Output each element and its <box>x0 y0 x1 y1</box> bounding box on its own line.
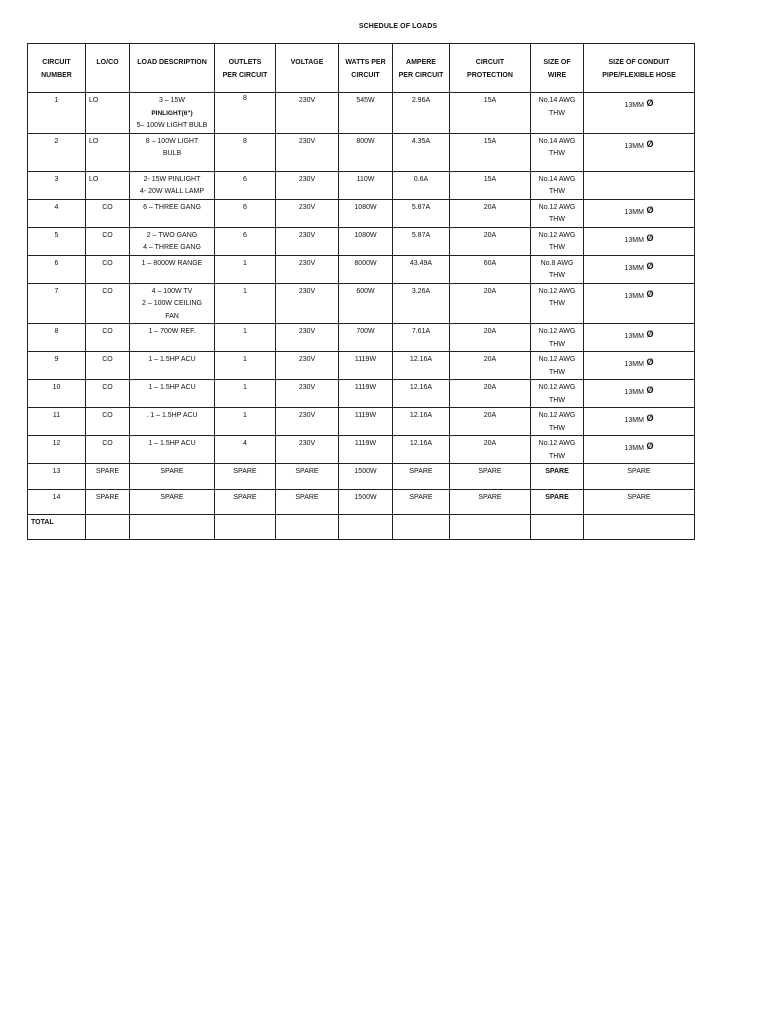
load-description <box>130 490 215 515</box>
size-of-wire-line: THW <box>549 396 565 404</box>
watts-per-circuit: 8000W <box>339 255 393 283</box>
circuit-protection: 20A <box>450 324 531 352</box>
size-of-wire-line: THW <box>549 272 565 279</box>
load-description <box>130 93 215 134</box>
watts-per-circuit: 1500W <box>339 464 393 490</box>
circuit-number: 13 <box>28 464 86 490</box>
table-row <box>28 436 695 464</box>
lo-co: SPARE <box>86 464 130 490</box>
size-of-conduit <box>584 283 695 324</box>
watts-per-circuit: 1119W <box>339 380 393 408</box>
size-of-conduit <box>584 436 695 464</box>
load-description <box>130 199 215 227</box>
load-description-line: PINLIGHT(6") <box>151 109 193 117</box>
size-of-conduit <box>584 464 695 490</box>
outlets-per-circuit: 1 <box>215 380 276 408</box>
total-cell <box>86 515 130 540</box>
watts-per-circuit: 1119W <box>339 352 393 380</box>
diameter-icon: Ø <box>643 357 654 367</box>
outlets-per-circuit: 8 <box>215 133 276 171</box>
header-circuit-protection <box>450 44 531 93</box>
circuit-protection: 15A <box>450 133 531 171</box>
diameter-icon: Ø <box>643 232 654 243</box>
lo-co: CO <box>86 227 130 255</box>
load-description <box>130 380 215 408</box>
conduit-size: 13MM <box>624 292 644 300</box>
size-of-wire <box>531 93 584 134</box>
ampere-per-circuit: 43.49A <box>393 255 450 283</box>
circuit-protection: 20A <box>450 380 531 408</box>
size-of-wire-line: No.14 AWG <box>538 137 576 145</box>
size-of-wire-line: THW <box>549 424 565 432</box>
table-row <box>28 199 695 227</box>
outlets-per-circuit: 6 <box>215 199 276 227</box>
header-line: OUTLETS <box>228 59 262 66</box>
circuit-number: 12 <box>28 436 86 464</box>
table-row <box>28 227 695 255</box>
diameter-icon: Ø <box>643 385 654 395</box>
load-description <box>130 255 215 283</box>
size-of-wire-line: THW <box>549 300 565 307</box>
size-of-conduit <box>584 171 695 199</box>
ampere-per-circuit: 4.35A <box>393 133 450 171</box>
schedule-of-loads-table <box>27 43 695 540</box>
size-of-wire-line: N0.12 AWG <box>538 384 576 391</box>
voltage: 230V <box>276 408 339 436</box>
conduit-size: 13MM <box>624 102 644 109</box>
ampere-per-circuit: 2.96A <box>393 93 450 134</box>
load-description-line: 1 – 1.5HP ACU <box>148 356 196 363</box>
watts-per-circuit: 1080W <box>339 227 393 255</box>
circuit-number: 8 <box>28 324 86 352</box>
size-of-wire <box>531 283 584 324</box>
header-line: WIRE <box>547 71 567 79</box>
size-of-wire-line: THW <box>549 340 565 348</box>
circuit-number: 1 <box>28 93 86 134</box>
size-of-wire <box>531 436 584 464</box>
total-cell <box>276 515 339 540</box>
ampere-per-circuit: 3.26A <box>393 283 450 324</box>
outlets-per-circuit: 1 <box>215 283 276 324</box>
outlets-per-circuit: 1 <box>215 255 276 283</box>
size-of-wire <box>531 199 584 227</box>
circuit-number: 7 <box>28 283 86 324</box>
load-description-line: 8 – 100W LIGHT <box>145 137 199 145</box>
size-of-conduit <box>584 255 695 283</box>
table-row <box>28 133 695 171</box>
load-description <box>130 408 215 436</box>
table-row <box>28 171 695 199</box>
load-description-line: 1 – 8000W RANGE <box>141 259 203 267</box>
load-description-line: 1 – 1.5HP ACU <box>148 384 196 391</box>
ampere-per-circuit: 7.61A <box>393 324 450 352</box>
size-of-wire <box>531 255 584 283</box>
table-row <box>28 255 695 283</box>
ampere-per-circuit: 0.6A <box>393 171 450 199</box>
circuit-protection: 60A <box>450 255 531 283</box>
circuit-protection: 20A <box>450 199 531 227</box>
voltage: SPARE <box>276 490 339 515</box>
watts-per-circuit: 1500W <box>339 490 393 515</box>
load-description-line: SPARE <box>160 468 184 475</box>
voltage: 230V <box>276 199 339 227</box>
size-of-wire <box>531 408 584 436</box>
voltage: 230V <box>276 436 339 464</box>
circuit-protection: SPARE <box>450 464 531 490</box>
lo-co: CO <box>86 352 130 380</box>
outlets-per-circuit: 1 <box>215 352 276 380</box>
load-description-line: 2- 15W PINLIGHT <box>143 175 201 183</box>
size-of-wire-line: THW <box>549 368 565 376</box>
voltage: 230V <box>276 324 339 352</box>
total-cell <box>215 515 276 540</box>
load-description-line: 6 – THREE GANG <box>143 203 201 211</box>
size-of-wire-line: THW <box>549 216 565 223</box>
conduit-size: SPARE <box>627 468 651 475</box>
circuit-number: 11 <box>28 408 86 436</box>
load-description-line: SPARE <box>160 494 184 501</box>
size-of-wire <box>531 227 584 255</box>
watts-per-circuit: 600W <box>339 283 393 324</box>
conduit-size: 13MM <box>624 264 644 272</box>
size-of-conduit <box>584 227 695 255</box>
voltage: 230V <box>276 171 339 199</box>
load-description-line: 4 – THREE GANG <box>143 244 201 251</box>
size-of-wire-line: No.12 AWG <box>538 203 576 211</box>
circuit-number: 14 <box>28 490 86 515</box>
size-of-wire-line: No.14 AWG <box>538 175 576 183</box>
header-row <box>28 44 695 93</box>
outlets-per-circuit: 6 <box>215 227 276 255</box>
conduit-size: 13MM <box>624 361 644 368</box>
header-line: WATTS PER <box>345 59 386 66</box>
size-of-wire-line: No.12 AWG <box>538 440 576 447</box>
size-of-conduit <box>584 93 695 134</box>
size-of-conduit <box>584 133 695 171</box>
load-description <box>130 227 215 255</box>
header-line: LO/CO <box>96 59 119 66</box>
size-of-wire-line: THW <box>549 150 565 157</box>
conduit-size: 13MM <box>624 417 644 424</box>
load-description-line: 3 – 15W <box>158 97 186 104</box>
conduit-size: SPARE <box>627 494 651 501</box>
voltage: 230V <box>276 380 339 408</box>
circuit-protection: SPARE <box>450 490 531 515</box>
document-title: SCHEDULE OF LOADS <box>358 23 438 30</box>
total-cell <box>531 515 584 540</box>
outlets-per-circuit: SPARE <box>215 490 276 515</box>
header-line: PIPE/FLEXIBLE HOSE <box>602 71 676 79</box>
ampere-per-circuit: 12.16A <box>393 380 450 408</box>
circuit-protection: 20A <box>450 283 531 324</box>
diameter-icon: Ø <box>643 138 654 149</box>
lo-co: CO <box>86 380 130 408</box>
circuit-number: 3 <box>28 171 86 199</box>
diameter-icon: Ø <box>643 260 654 271</box>
voltage: 230V <box>276 283 339 324</box>
size-of-wire <box>531 352 584 380</box>
watts-per-circuit: 1119W <box>339 408 393 436</box>
load-description-line: 2 – TWO GANG <box>146 231 198 239</box>
outlets-per-circuit: 1 <box>215 324 276 352</box>
watts-per-circuit: 700W <box>339 324 393 352</box>
table-row <box>28 283 695 324</box>
load-description-line: 4- 20W WALL LAMP <box>139 188 205 195</box>
voltage: SPARE <box>276 464 339 490</box>
table-row <box>28 352 695 380</box>
header-line: PER CIRCUIT <box>398 71 444 79</box>
conduit-size: 13MM <box>624 333 644 340</box>
ampere-per-circuit: 5.87A <box>393 227 450 255</box>
load-description <box>130 352 215 380</box>
header-line: CIRCUIT <box>475 59 505 66</box>
size-of-wire-line: THW <box>549 452 565 460</box>
header-line: VOLTAGE <box>290 59 324 66</box>
size-of-wire <box>531 171 584 199</box>
ampere-per-circuit: 5.87A <box>393 199 450 227</box>
diameter-icon: Ø <box>643 98 654 108</box>
conduit-size: 13MM <box>624 142 644 150</box>
load-description <box>130 464 215 490</box>
circuit-protection: 15A <box>450 171 531 199</box>
load-description <box>130 283 215 324</box>
load-description <box>130 171 215 199</box>
circuit-number: 10 <box>28 380 86 408</box>
size-of-wire-line: THW <box>549 188 565 195</box>
diameter-icon: Ø <box>643 288 654 299</box>
header-line: AMPERE <box>406 59 436 66</box>
table-body <box>28 93 695 540</box>
circuit-protection: 15A <box>450 93 531 134</box>
outlets-per-circuit: 6 <box>215 171 276 199</box>
size-of-wire-line: THW <box>549 244 565 251</box>
total-cell <box>584 515 695 540</box>
voltage: 230V <box>276 255 339 283</box>
conduit-size: 13MM <box>624 236 644 244</box>
size-of-wire-line: SPARE <box>545 494 569 501</box>
size-of-wire <box>531 324 584 352</box>
conduit-size: 13MM <box>624 389 644 396</box>
ampere-per-circuit: SPARE <box>393 464 450 490</box>
watts-per-circuit: 800W <box>339 133 393 171</box>
load-description-line: FAN <box>165 312 179 320</box>
header-line: PER CIRCUIT <box>222 71 268 79</box>
size-of-conduit <box>584 352 695 380</box>
circuit-number: 6 <box>28 255 86 283</box>
load-description-line: 5– 100W LIGHT BULB <box>136 122 208 129</box>
header-circuit-number <box>28 44 86 93</box>
ampere-per-circuit: 12.16A <box>393 408 450 436</box>
size-of-wire <box>531 490 584 515</box>
header-line: LOAD DESCRIPTION <box>137 59 207 66</box>
size-of-wire-line: No.12 AWG <box>538 328 576 335</box>
size-of-wire-line: No.12 AWG <box>538 231 576 239</box>
circuit-protection: 20A <box>450 352 531 380</box>
total-cell <box>130 515 215 540</box>
header-line: NUMBER <box>41 71 72 79</box>
ampere-per-circuit: 12.16A <box>393 352 450 380</box>
table-row <box>28 464 695 490</box>
lo-co: LO <box>86 133 130 171</box>
lo-co: CO <box>86 408 130 436</box>
voltage: 230V <box>276 227 339 255</box>
size-of-conduit <box>584 490 695 515</box>
size-of-conduit <box>584 199 695 227</box>
header-line: PROTECTION <box>467 71 513 79</box>
size-of-conduit <box>584 408 695 436</box>
circuit-protection: 20A <box>450 408 531 436</box>
total-cell <box>450 515 531 540</box>
header-load-description <box>130 44 215 93</box>
load-description-line: . 1 – 1.5HP ACU <box>146 412 198 419</box>
table-row <box>28 380 695 408</box>
total-row <box>28 515 695 540</box>
conduit-size: 13MM <box>624 445 644 452</box>
size-of-wire-line: No.14 AWG <box>538 97 576 104</box>
watts-per-circuit: 1119W <box>339 436 393 464</box>
size-of-wire-line: SPARE <box>545 468 569 475</box>
table-row <box>28 490 695 515</box>
header-size-of-wire <box>531 44 584 93</box>
size-of-wire-line: THW <box>549 109 565 117</box>
lo-co: CO <box>86 199 130 227</box>
load-description <box>130 324 215 352</box>
table-row <box>28 324 695 352</box>
load-description-line: 4 – 100W TV <box>151 287 193 295</box>
size-of-wire-line: No.8 AWG <box>540 259 574 267</box>
header-line: SIZE OF CONDUIT <box>608 59 670 66</box>
total-cell <box>393 515 450 540</box>
outlets-per-circuit: SPARE <box>215 464 276 490</box>
lo-co: CO <box>86 283 130 324</box>
table-row <box>28 93 695 134</box>
header-lo-co <box>86 44 130 93</box>
size-of-wire <box>531 380 584 408</box>
ampere-per-circuit: 12.16A <box>393 436 450 464</box>
voltage: 230V <box>276 93 339 134</box>
diameter-icon: Ø <box>643 204 654 215</box>
lo-co: CO <box>86 255 130 283</box>
watts-per-circuit: 110W <box>339 171 393 199</box>
voltage: 230V <box>276 352 339 380</box>
header-ampere-per-circuit <box>393 44 450 93</box>
lo-co: LO <box>86 171 130 199</box>
watts-per-circuit: 1080W <box>339 199 393 227</box>
outlets-per-circuit: 4 <box>215 436 276 464</box>
circuit-number: 9 <box>28 352 86 380</box>
voltage: 230V <box>276 133 339 171</box>
load-description-line: 1 – 1.5HP ACU <box>148 440 196 447</box>
size-of-wire-line: No.12 AWG <box>538 412 576 419</box>
circuit-number: 5 <box>28 227 86 255</box>
diameter-icon: Ø <box>643 441 654 451</box>
lo-co: LO <box>86 93 130 134</box>
total-cell <box>339 515 393 540</box>
size-of-wire <box>531 133 584 171</box>
load-description <box>130 436 215 464</box>
outlets-per-circuit: 8 <box>215 93 276 134</box>
total-label: TOTAL <box>28 515 86 540</box>
table-row <box>28 408 695 436</box>
circuit-protection: 20A <box>450 436 531 464</box>
lo-co: CO <box>86 324 130 352</box>
header-outlets-per-circuit <box>215 44 276 93</box>
outlets-per-circuit: 1 <box>215 408 276 436</box>
circuit-protection: 20A <box>450 227 531 255</box>
header-voltage <box>276 44 339 93</box>
size-of-wire-line: No.12 AWG <box>538 287 576 295</box>
ampere-per-circuit: SPARE <box>393 490 450 515</box>
conduit-size: 13MM <box>624 208 644 216</box>
size-of-conduit <box>584 380 695 408</box>
load-description-line: 1 – 700W REF. <box>148 328 196 335</box>
lo-co: CO <box>86 436 130 464</box>
size-of-conduit <box>584 324 695 352</box>
diameter-icon: Ø <box>643 329 654 339</box>
size-of-wire <box>531 464 584 490</box>
circuit-number: 4 <box>28 199 86 227</box>
lo-co: SPARE <box>86 490 130 515</box>
header-line: CIRCUIT <box>42 59 71 66</box>
circuit-number: 2 <box>28 133 86 171</box>
header-size-of-conduit <box>584 44 695 93</box>
header-watts-per-circuit <box>339 44 393 93</box>
load-description-line: BULB <box>162 150 182 157</box>
load-description-line: 2 – 100W CEILING <box>142 300 202 307</box>
load-description <box>130 133 215 171</box>
size-of-wire-line: No.12 AWG <box>538 356 576 363</box>
watts-per-circuit: 545W <box>339 93 393 134</box>
header-line: CIRCUIT <box>351 71 380 79</box>
header-line: SIZE OF <box>543 59 571 66</box>
diameter-icon: Ø <box>643 413 654 423</box>
